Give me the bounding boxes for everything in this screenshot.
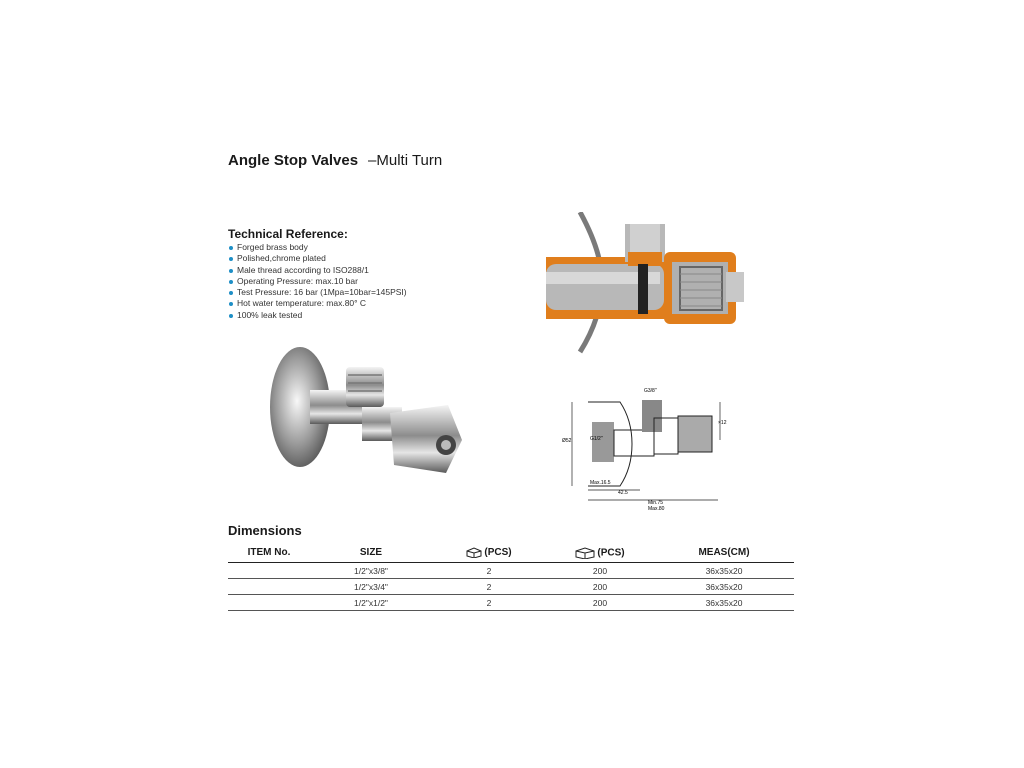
tech-item: Hot water temperature: max.80° C: [229, 298, 407, 309]
title-main: Angle Stop Valves: [228, 152, 359, 169]
cell-pcs: 2: [432, 595, 546, 611]
drawing-label: Min.75: [648, 500, 664, 506]
col-carton: (PCS): [546, 543, 654, 563]
cell-carton-pcs: 200: [546, 563, 654, 579]
technical-heading: Technical Reference:: [228, 227, 348, 241]
valve-product-image: [262, 345, 477, 490]
cell-size: 1/2"x1/2": [310, 595, 432, 611]
cell-meas: 36x35x20: [654, 563, 794, 579]
cell-pcs: 2: [432, 563, 546, 579]
dimensions-table: [228, 543, 794, 611]
table-row: [228, 563, 794, 579]
drawing-label: Ø52: [562, 438, 572, 444]
cell-meas: 36x35x20: [654, 595, 794, 611]
carton-box-icon: [575, 547, 595, 559]
drawing-label: 42.5: [618, 490, 628, 496]
tech-item: 100% leak tested: [229, 310, 407, 321]
table-row: [228, 595, 794, 611]
col-inner-box: (PCS): [432, 543, 546, 563]
valve-cutaway-image: [540, 212, 755, 354]
technical-list: [229, 242, 407, 321]
drawing-label: Max.80: [648, 506, 665, 512]
cell-pcs: 2: [432, 579, 546, 595]
drawing-label: G3/8": [644, 388, 657, 394]
dimensions-heading: Dimensions: [228, 523, 302, 538]
col-size: SIZE: [310, 543, 432, 563]
cell-meas: 36x35x20: [654, 579, 794, 595]
page-title: [228, 152, 442, 169]
cell-item: [228, 563, 310, 579]
cell-item: [228, 579, 310, 595]
table-header-row: [228, 543, 794, 563]
table-row: [228, 579, 794, 595]
cell-carton-pcs: 200: [546, 579, 654, 595]
cell-size: 1/2"x3/4": [310, 579, 432, 595]
tech-item: Operating Pressure: max.10 bar: [229, 276, 407, 287]
cell-carton-pcs: 200: [546, 595, 654, 611]
col-item-no: ITEM No.: [228, 543, 310, 563]
tech-item: Forged brass body: [229, 242, 407, 253]
cell-size: 1/2"x3/8": [310, 563, 432, 579]
tech-item: Test Pressure: 16 bar (1Mpa=10bar=145PSI): [229, 287, 407, 298]
tech-item: Male thread according to ISO288/1: [229, 265, 407, 276]
title-sub: –Multi Turn: [368, 152, 443, 169]
drawing-label: ×12: [718, 420, 727, 426]
valve-technical-drawing: [560, 380, 730, 512]
col-meas: MEAS(CM): [654, 543, 794, 563]
tech-item: Polished,chrome plated: [229, 253, 407, 264]
inner-box-icon: [466, 547, 482, 558]
drawing-label: G1/2": [590, 436, 603, 442]
cell-item: [228, 595, 310, 611]
drawing-label: Max.16.5: [590, 480, 611, 486]
